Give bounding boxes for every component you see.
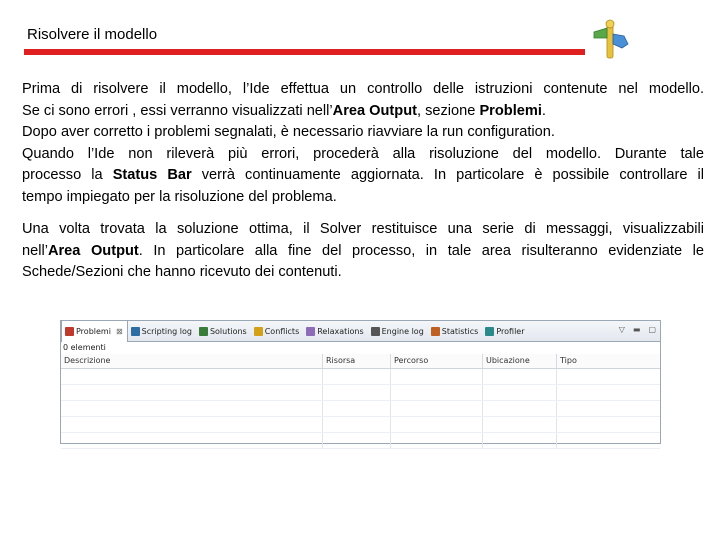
column-header-percorso[interactable]: Percorso bbox=[391, 354, 483, 368]
problemi-term: Problemi bbox=[479, 102, 542, 119]
table-row bbox=[61, 433, 660, 449]
area-output-term-2: Area Output bbox=[47, 242, 139, 259]
area-output-term: Area Output bbox=[332, 102, 417, 119]
problems-count: 0 elementi bbox=[63, 343, 106, 352]
engine-log-icon bbox=[371, 327, 380, 336]
column-header-ubicazione[interactable]: Ubicazione bbox=[483, 354, 557, 368]
tab-scripting-log[interactable]: Scripting log bbox=[128, 321, 196, 341]
table-header bbox=[61, 354, 660, 369]
column-header-descrizione[interactable]: Descrizione bbox=[61, 354, 323, 368]
output-area-panel bbox=[60, 320, 661, 444]
column-header-risorsa[interactable]: Risorsa bbox=[323, 354, 391, 368]
tab-solutions[interactable]: Solutions bbox=[196, 321, 251, 341]
maximize-icon[interactable]: ▢ bbox=[648, 325, 656, 334]
problems-icon bbox=[65, 327, 74, 336]
intro-line-6: tempo impiegato per la risoluzione del problema. bbox=[22, 188, 337, 205]
output-tab-bar bbox=[61, 321, 660, 342]
intro-line-1: Prima di risolvere il modello, l’Ide effettua un controllo delle istruzioni contenute nel modello. bbox=[22, 81, 704, 97]
problems-table bbox=[61, 354, 660, 443]
intro-line-3: Dopo aver corretto i problemi segnalati, è necessario riavviare la run configuration. bbox=[22, 124, 555, 140]
title-underline bbox=[24, 49, 585, 55]
intro-line-4: Quando l’Ide non rileverà più errori, procederà alla risoluzione del modello. Durante tale bbox=[22, 145, 704, 162]
solver-paragraph bbox=[22, 219, 704, 284]
tab-problemi[interactable]: Problemi ⊠ bbox=[61, 321, 128, 342]
solver-line-2: nell’Area Output. In particolare alla fine del processo, in tale area risulteranno evidenziate le bbox=[22, 242, 704, 259]
tab-relaxations[interactable]: Relaxations bbox=[303, 321, 367, 341]
solutions-icon bbox=[199, 327, 208, 336]
column-header-tipo[interactable]: Tipo bbox=[560, 356, 577, 365]
tab-engine-log[interactable]: Engine log bbox=[368, 321, 428, 341]
table-row bbox=[61, 385, 660, 401]
intro-line-5: processo la Status Bar verrà continuamente aggiornata. In particolare è possibile controllare il bbox=[22, 167, 704, 183]
signpost-logo-icon bbox=[590, 18, 630, 60]
solver-line-1: Una volta trovata la soluzione ottima, il Solver restituisce una serie di messaggi, visualizzabili bbox=[22, 221, 704, 237]
solver-line-3: Schede/Sezioni che hanno ricevuto dei contenuti. bbox=[22, 264, 342, 280]
profiler-icon bbox=[485, 327, 494, 336]
statistics-icon bbox=[431, 327, 440, 336]
table-row bbox=[61, 417, 660, 433]
close-tab-icon[interactable]: ⊠ bbox=[115, 327, 123, 336]
table-row bbox=[61, 401, 660, 417]
intro-line-2: Se ci sono errori , essi verranno visualizzati nell’Area Output, sezione Problemi. bbox=[22, 102, 546, 119]
tab-statistics[interactable]: Statistics bbox=[428, 321, 483, 341]
tab-profiler[interactable]: Profiler bbox=[482, 321, 528, 341]
conflicts-icon bbox=[254, 327, 263, 336]
view-menu-icon[interactable]: ▽ bbox=[618, 325, 625, 334]
relaxations-icon bbox=[306, 327, 315, 336]
status-bar-term: Status Bar bbox=[112, 167, 192, 183]
table-row bbox=[61, 369, 660, 385]
slide-title: Risolvere il modello bbox=[27, 26, 158, 43]
minimize-icon[interactable]: ▬ bbox=[632, 325, 641, 334]
intro-paragraph bbox=[22, 79, 704, 208]
window-controls bbox=[619, 325, 656, 334]
tab-conflicts[interactable]: Conflicts bbox=[251, 321, 304, 341]
scripting-log-icon bbox=[131, 327, 140, 336]
